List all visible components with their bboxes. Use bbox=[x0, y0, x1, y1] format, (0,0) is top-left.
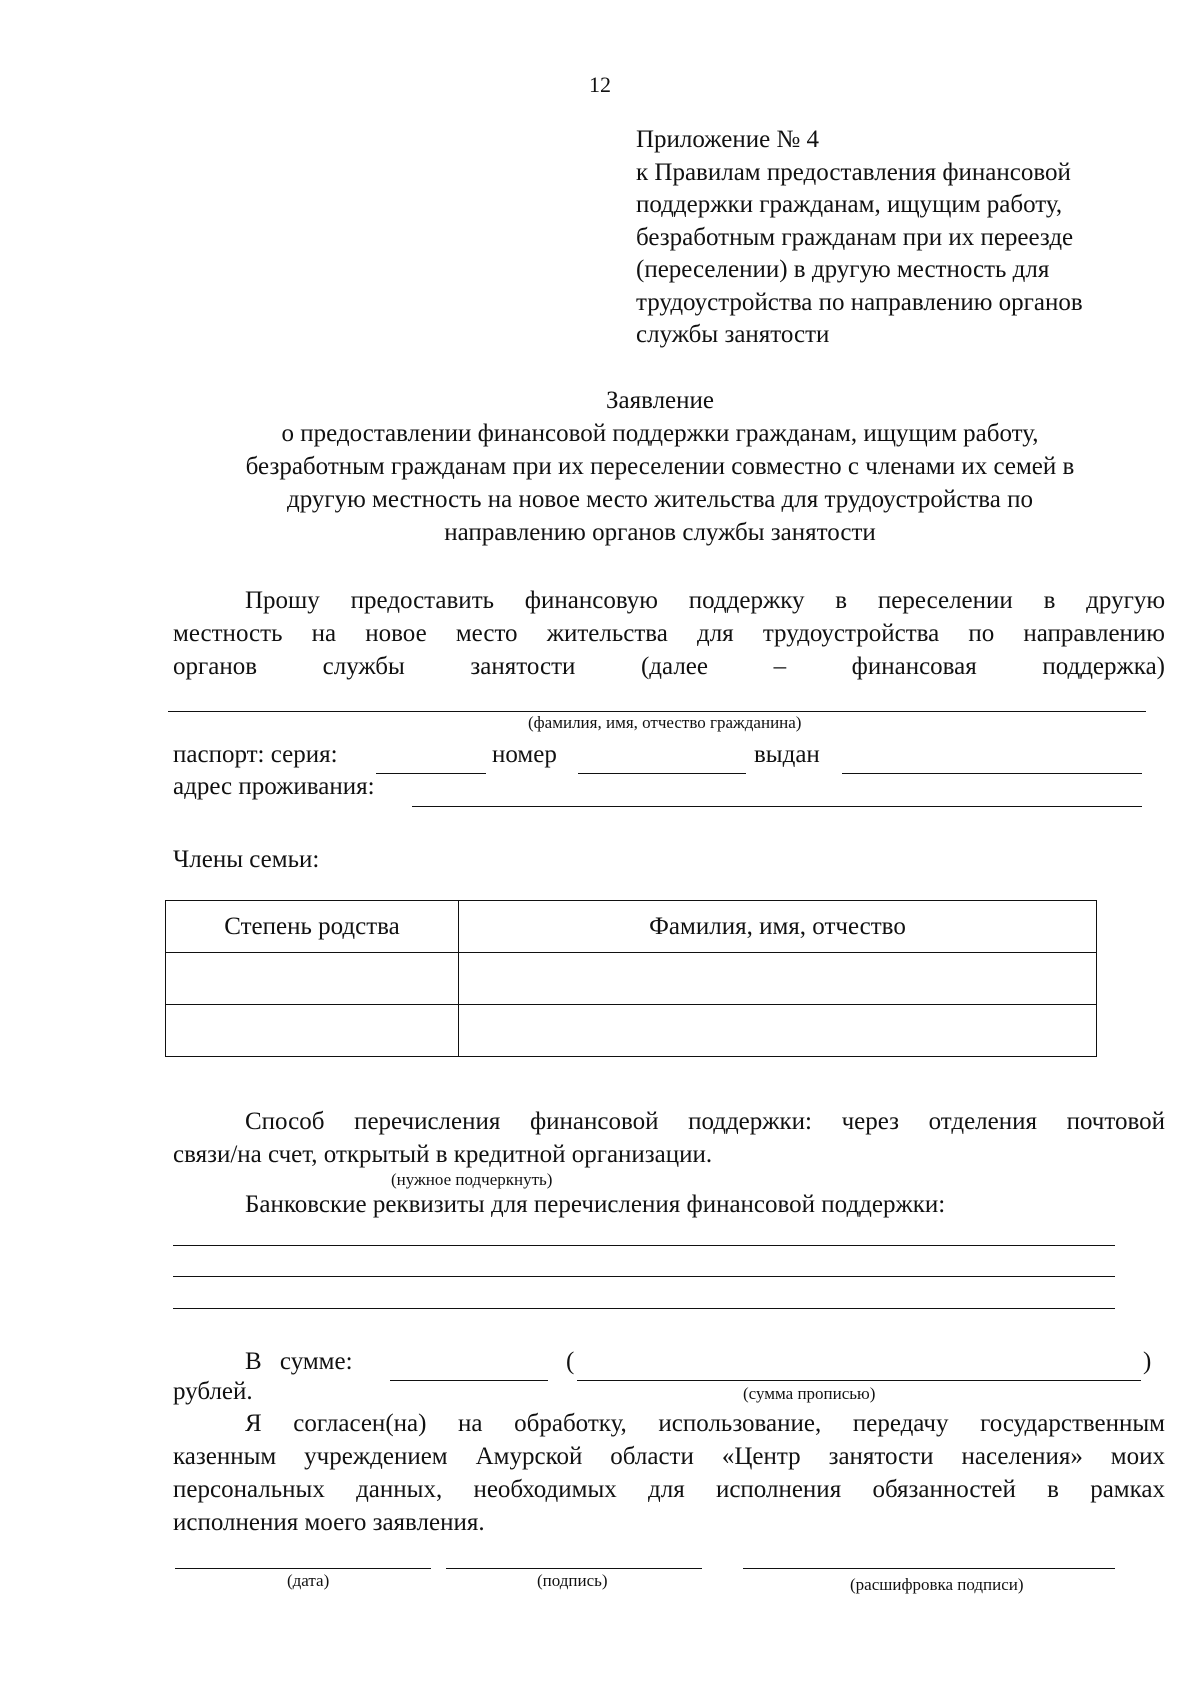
request-line: органов службы занятости (далее – финансовая поддержка) bbox=[173, 653, 1165, 680]
signature-caption: (подпись) bbox=[537, 1571, 608, 1590]
appendix-line: службы занятости bbox=[636, 321, 830, 348]
transfer-line: связи/на счет, открытый в кредитной организации. bbox=[173, 1141, 713, 1168]
document-title bbox=[160, 384, 1160, 549]
table-row bbox=[166, 1005, 1097, 1057]
table-row bbox=[166, 953, 1097, 1005]
title-line: безработным гражданам при их переселении совместно с членами их семей в bbox=[245, 453, 1075, 480]
appendix-line: к Правилам предоставления финансовой bbox=[636, 158, 1071, 186]
bank-field-line[interactable] bbox=[173, 1308, 1115, 1309]
amount-close-paren: ) bbox=[1143, 1348, 1152, 1375]
request-line: местность на новое место жительства для трудоустройства по направлению bbox=[173, 620, 1165, 647]
title-line: другую местность на новое место жительства для трудоустройства по bbox=[286, 486, 1034, 513]
title-line: о предоставлении финансовой поддержки гражданам, ищущим работу, bbox=[281, 420, 1039, 447]
amount-currency: рублей. bbox=[173, 1378, 253, 1405]
amount-open-paren: ( bbox=[566, 1348, 575, 1375]
title-heading: Заявление bbox=[605, 387, 715, 414]
passport-number-label: номер bbox=[492, 741, 557, 768]
relation-cell[interactable] bbox=[166, 1005, 459, 1057]
date-caption: (дата) bbox=[287, 1571, 330, 1590]
name-field-line[interactable] bbox=[168, 711, 1146, 712]
address-field[interactable] bbox=[412, 806, 1142, 807]
passport-issued-label: выдан bbox=[754, 741, 820, 768]
family-label: Члены семьи: bbox=[173, 846, 320, 873]
decoding-caption: (расшифровка подписи) bbox=[850, 1575, 1024, 1594]
amount-caption: (сумма прописью) bbox=[743, 1384, 876, 1403]
consent-line: персональных данных, необходимых для исполнения обязанностей в рамках bbox=[173, 1476, 1165, 1503]
amount-prefix: В сумме: bbox=[245, 1348, 353, 1375]
full-name-cell[interactable] bbox=[459, 1005, 1097, 1057]
family-table bbox=[165, 900, 1097, 1057]
bank-label: Банковские реквизиты для перечисления финансовой поддержки: bbox=[245, 1191, 946, 1218]
passport-series-field[interactable] bbox=[376, 773, 486, 774]
amount-number-field[interactable] bbox=[390, 1380, 548, 1381]
consent-line: исполнения моего заявления. bbox=[173, 1509, 485, 1536]
appendix-line: Приложение № 4 bbox=[636, 126, 820, 153]
appendix-block bbox=[636, 124, 1176, 352]
amount-words-field[interactable] bbox=[577, 1380, 1141, 1381]
passport-issued-field[interactable] bbox=[842, 773, 1142, 774]
appendix-line: (переселении) в другую местность для bbox=[636, 256, 1050, 283]
signature-decoding-field[interactable] bbox=[743, 1568, 1115, 1569]
date-field[interactable] bbox=[175, 1568, 431, 1569]
relation-cell[interactable] bbox=[166, 953, 459, 1005]
full-name-cell[interactable] bbox=[459, 953, 1097, 1005]
appendix-line: безработным гражданам при их переезде bbox=[636, 223, 1074, 251]
transfer-caption: (нужное подчеркнуть) bbox=[391, 1170, 553, 1189]
appendix-line: трудоустройства по направлению органов bbox=[636, 288, 1083, 316]
bank-field-line[interactable] bbox=[173, 1276, 1115, 1277]
column-relation: Степень родства bbox=[166, 901, 459, 953]
bank-field-line[interactable] bbox=[173, 1245, 1115, 1246]
request-line: Прошу предоставить финансовую поддержку в переселении в другую bbox=[245, 587, 1165, 614]
transfer-line: Способ перечисления финансовой поддержки: через отделения почтовой bbox=[245, 1108, 1165, 1135]
consent-line: Я согласен(на) на обработку, использование, передачу государственным bbox=[245, 1410, 1165, 1437]
table-header-row bbox=[166, 901, 1097, 953]
signature-field[interactable] bbox=[446, 1568, 702, 1569]
title-line: направлению органов службы занятости bbox=[444, 519, 876, 546]
consent-line: казенным учреждением Амурской области «Центр занятости населения» моих bbox=[173, 1443, 1165, 1470]
column-full-name: Фамилия, имя, отчество bbox=[459, 901, 1097, 953]
appendix-line: поддержки гражданам, ищущим работу, bbox=[636, 191, 1063, 218]
passport-number-field[interactable] bbox=[578, 773, 746, 774]
address-label: адрес проживания: bbox=[173, 773, 375, 800]
passport-series-label: паспорт: серия: bbox=[173, 741, 338, 768]
page-number: 12 bbox=[589, 72, 611, 97]
name-caption: (фамилия, имя, отчество гражданина) bbox=[528, 713, 802, 732]
